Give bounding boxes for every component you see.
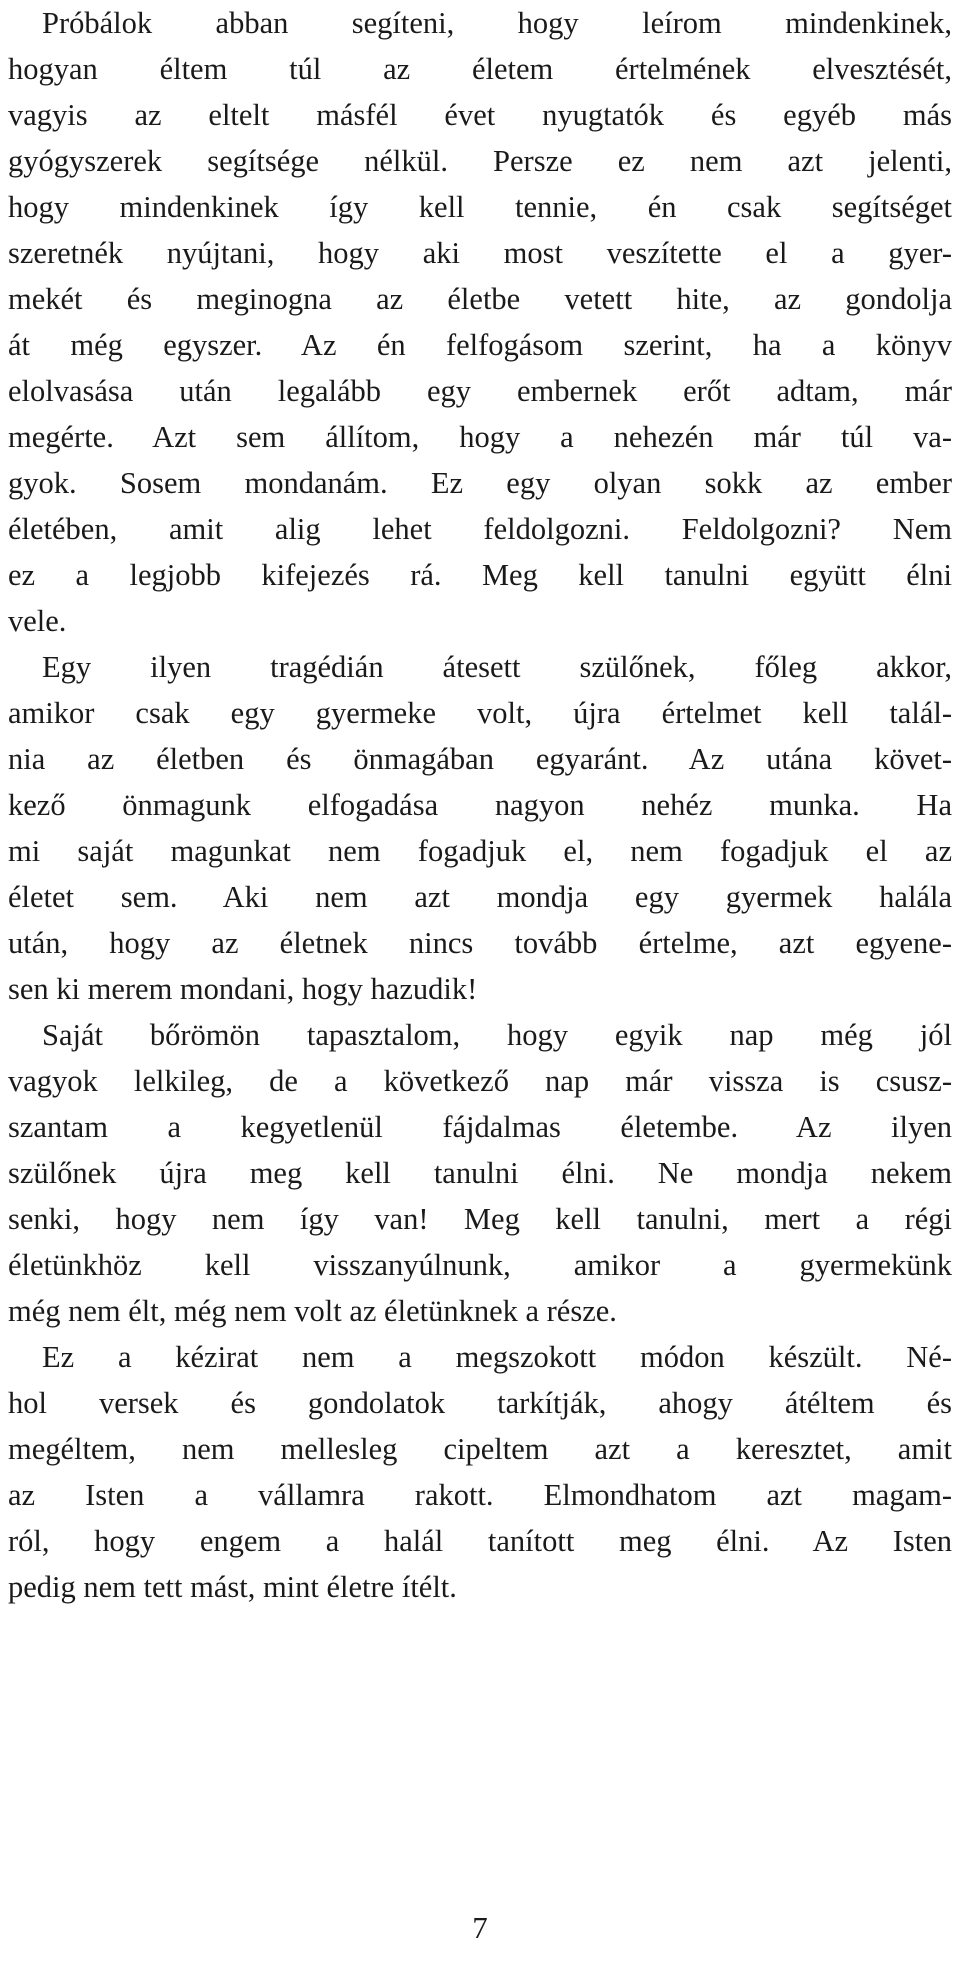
text-line: szeretnék nyújtani, hogy aki most veszítette el a gyer-: [8, 236, 952, 270]
text-line: ez a legjobb kifejezés rá. Meg kell tanulni együtt élni: [8, 558, 952, 592]
text-line: vele.: [8, 604, 67, 638]
text-line: hol versek és gondolatok tarkítják, ahogy átéltem és: [8, 1386, 952, 1420]
page-body: [8, 0, 952, 1610]
text-line: kező önmagunk elfogadása nagyon nehéz munka. Ha: [8, 788, 952, 822]
text-line: vagyis az eltelt másfél évet nyugtatók és egyéb más: [8, 98, 952, 132]
text-line: mekét és meginogna az életbe vetett hite, az gondolja: [8, 282, 952, 316]
text-line: pedig nem tett mást, mint életre ítélt.: [8, 1570, 457, 1604]
text-line: mi saját magunkat nem fogadjuk el, nem fogadjuk el az: [8, 834, 952, 868]
text-line: szülőnek újra meg kell tanulni élni. Ne mondja nekem: [8, 1156, 952, 1190]
paragraph-4: [8, 1334, 952, 1610]
text-line: át még egyszer. Az én felfogásom szerint, ha a könyv: [8, 328, 952, 362]
paragraph-3: [8, 1012, 952, 1334]
paragraph-2: [8, 644, 952, 1012]
text-line: Próbálok abban segíteni, hogy leírom mindenkinek,: [42, 6, 952, 40]
text-line: hogy mindenkinek így kell tennie, én csak segítséget: [8, 190, 952, 224]
text-line: Saját bőrömön tapasztalom, hogy egyik nap még jól: [42, 1018, 952, 1052]
text-line: szantam a kegyetlenül fájdalmas életembe. Az ilyen: [8, 1110, 952, 1144]
text-line: gyógyszerek segítsége nélkül. Persze ez nem azt jelenti,: [8, 144, 952, 178]
text-line: elolvasása után legalább egy embernek erőt adtam, már: [8, 374, 952, 408]
text-line: senki, hogy nem így van! Meg kell tanulni, mert a régi: [8, 1202, 952, 1236]
text-line: amikor csak egy gyermeke volt, újra értelmet kell talál-: [8, 696, 952, 730]
text-line: életünkhöz kell visszanyúlnunk, amikor a gyermekünk: [8, 1248, 952, 1282]
text-line: életet sem. Aki nem azt mondja egy gyermek halála: [8, 880, 952, 914]
text-line: ról, hogy engem a halál tanított meg élni. Az Isten: [8, 1524, 952, 1558]
text-line: életében, amit alig lehet feldolgozni. Feldolgozni? Nem: [8, 512, 952, 546]
text-line: után, hogy az életnek nincs tovább értelme, azt egyene-: [8, 926, 952, 960]
text-line: vagyok lelkileg, de a következő nap már vissza is csusz-: [8, 1064, 952, 1098]
text-line: Ez a kézirat nem a megszokott módon készült. Né-: [42, 1340, 952, 1374]
page-number: 7: [472, 1910, 488, 1945]
text-line: gyok. Sosem mondanám. Ez egy olyan sokk az ember: [8, 466, 952, 500]
text-line: megéltem, nem mellesleg cipeltem azt a keresztet, amit: [8, 1432, 952, 1466]
text-line: Egy ilyen tragédián átesett szülőnek, főleg akkor,: [42, 650, 952, 684]
text-line: az Isten a vállamra rakott. Elmondhatom azt magam-: [8, 1478, 952, 1512]
text-line: hogyan éltem túl az életem értelmének elvesztését,: [8, 52, 952, 86]
text-line: sen ki merem mondani, hogy hazudik!: [8, 972, 478, 1006]
text-line: megérte. Azt sem állítom, hogy a nehezén már túl va-: [8, 420, 952, 454]
text-line: még nem élt, még nem volt az életünknek a része.: [8, 1294, 617, 1328]
paragraph-1: [8, 0, 952, 644]
text-line: nia az életben és önmagában egyaránt. Az utána követ-: [8, 742, 952, 776]
